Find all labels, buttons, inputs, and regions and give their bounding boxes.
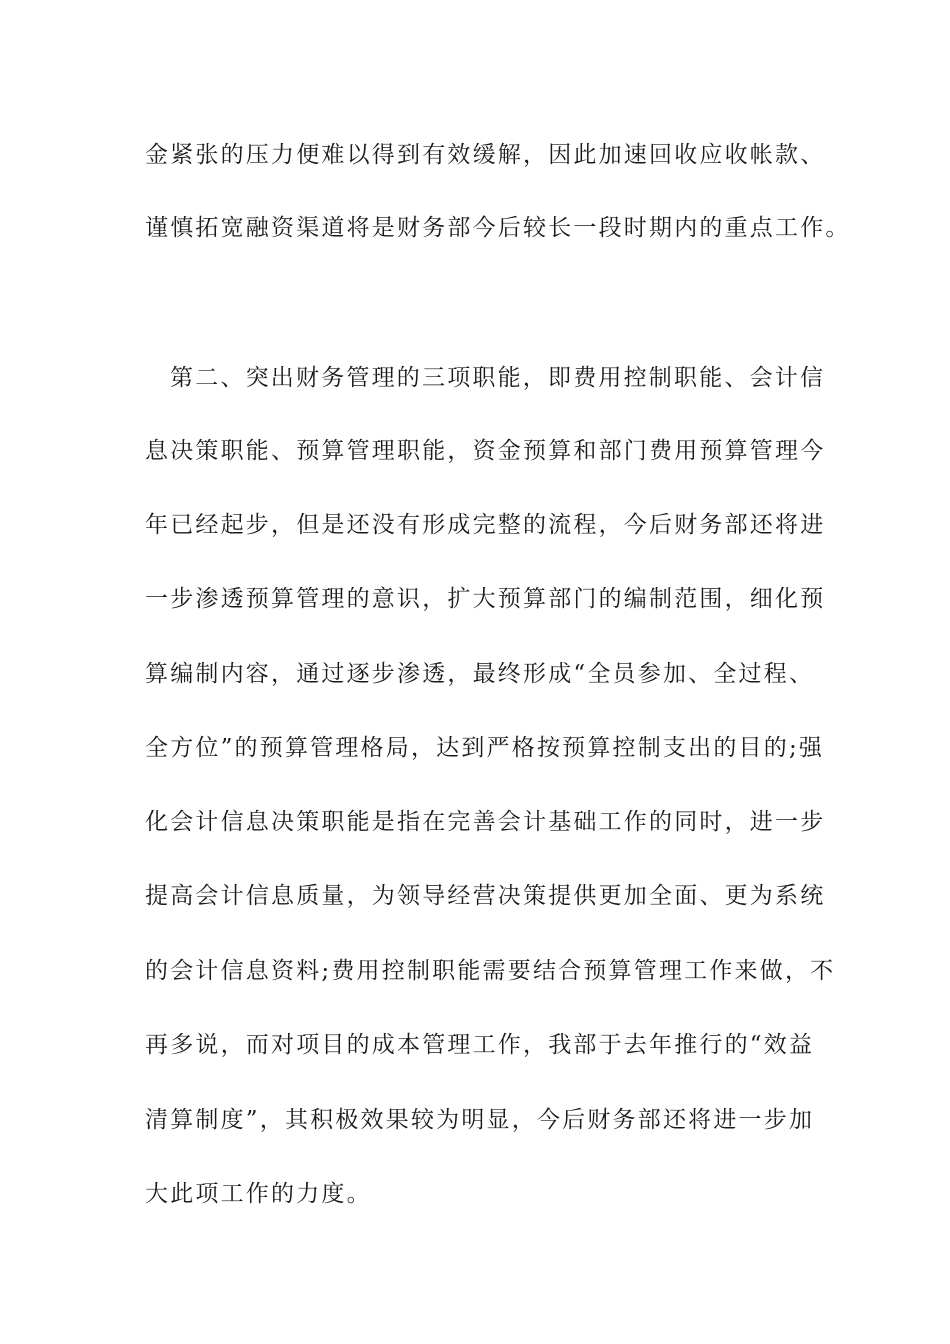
paragraph-line: 提高会计信息质量，为领导经营决策提供更加全面、更为系统 (145, 883, 826, 909)
paragraph-line: 化会计信息决策职能是指在完善会计基础工作的同时，进一步 (145, 809, 826, 835)
paragraph-line: 清算制度”，其积极效果较为明显，今后财务部还将进一步加 (145, 1107, 815, 1133)
paragraph-line: 谨慎拓宽融资渠道将是财务部今后较长一段时期内的重点工作。 (145, 215, 851, 241)
paragraph-line: 息决策职能、预算管理职能，资金预算和部门费用预算管理今 (145, 438, 826, 464)
paragraph-line: 再多说，而对项目的成本管理工作，我部于去年推行的“效益 (145, 1032, 815, 1058)
paragraph-line: 的会计信息资料;费用控制职能需要结合预算管理工作来做，不 (145, 958, 836, 984)
paragraph-line: 大此项工作的力度。 (145, 1181, 372, 1207)
paragraph-line: 全方位”的预算管理格局，达到严格按预算控制支出的目的;强 (145, 735, 825, 761)
paragraph-line: 一步渗透预算管理的意识，扩大预算部门的编制范围，细化预 (145, 586, 826, 612)
paragraph-line: 算编制内容，通过逐步渗透，最终形成“全员参加、全过程、 (145, 661, 815, 687)
paragraph-line: 第二、突出财务管理的三项职能，即费用控制职能、会计信 (170, 365, 826, 391)
paragraph-line: 金紧张的压力便难以得到有效缓解，因此加速回收应收帐款、 (145, 142, 826, 168)
paragraph-line: 年已经起步，但是还没有形成完整的流程，今后财务部还将进 (145, 512, 826, 538)
